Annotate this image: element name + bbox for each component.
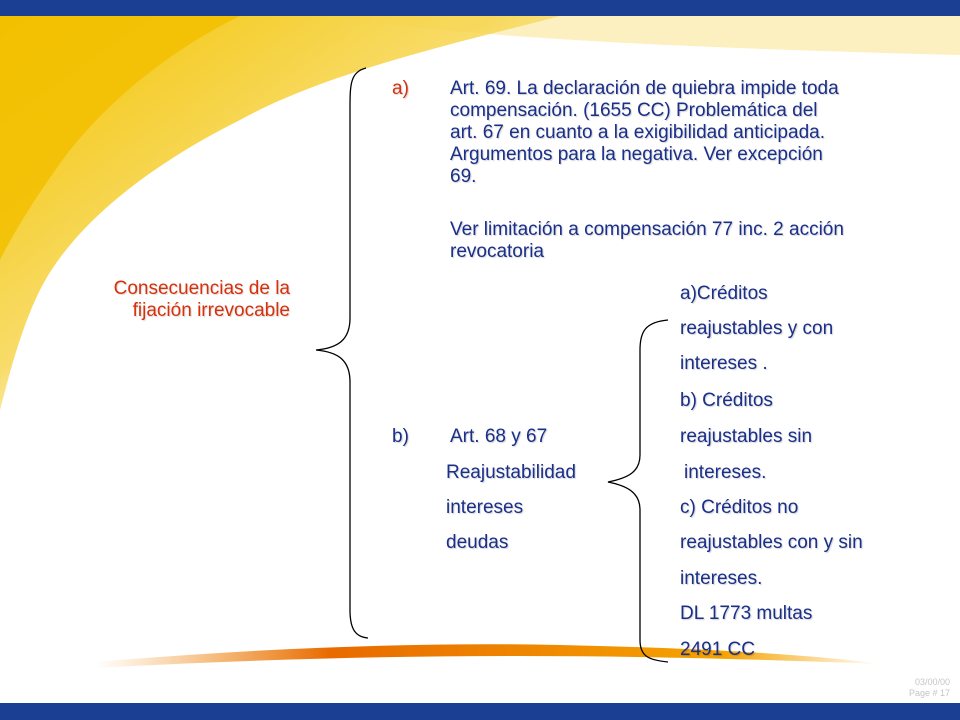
credit-line: reajustables con y sin bbox=[680, 532, 863, 553]
item-b-sub: intereses bbox=[446, 497, 524, 518]
footer-page: Page # 17 bbox=[908, 688, 950, 698]
side-title-line2: fijación irrevocable bbox=[132, 300, 290, 321]
item-a-text bbox=[450, 78, 950, 188]
item-a-label: a) bbox=[392, 78, 409, 99]
footer-date: 03/00/00 bbox=[914, 677, 950, 687]
item-a-line: 69. bbox=[450, 166, 477, 187]
credit-line: b) Créditos bbox=[680, 390, 773, 411]
item-a-note-line: revocatoria bbox=[450, 241, 544, 262]
item-b-sub: Reajustabilidad bbox=[446, 462, 576, 483]
item-b-label: b) bbox=[392, 426, 409, 447]
top-bar bbox=[0, 0, 960, 16]
item-a-note-line: Ver limitación a compensación 77 inc. 2 acción bbox=[450, 219, 844, 240]
credit-line: intereses . bbox=[680, 353, 768, 374]
item-a-note bbox=[450, 219, 955, 263]
credit-line: c) Créditos no bbox=[680, 497, 799, 518]
credit-line: reajustables sin bbox=[680, 426, 813, 447]
credit-line: a)Créditos bbox=[680, 283, 768, 304]
item-b-sub: deudas bbox=[446, 532, 509, 553]
credit-line: DL 1773 multas bbox=[680, 603, 813, 624]
bottom-bar bbox=[0, 703, 960, 720]
side-title bbox=[40, 278, 290, 322]
item-a-line: Art. 69. La declaración de quiebra impide toda bbox=[450, 78, 839, 99]
credit-line: 2491 CC bbox=[680, 639, 755, 660]
credit-line: intereses. bbox=[684, 462, 767, 483]
credit-line: reajustables y con bbox=[680, 318, 834, 339]
item-b-title: Art. 68 y 67 bbox=[450, 426, 548, 447]
item-a-line: art. 67 en cuanto a la exigibilidad anticipada. bbox=[450, 122, 825, 143]
side-title-line1: Consecuencias de la bbox=[113, 278, 290, 299]
item-a-line: compensación. (1655 CC) Problemática del bbox=[450, 100, 818, 121]
credit-line: intereses. bbox=[680, 568, 763, 589]
item-a-line: Argumentos para la negativa. Ver excepción bbox=[450, 144, 823, 165]
